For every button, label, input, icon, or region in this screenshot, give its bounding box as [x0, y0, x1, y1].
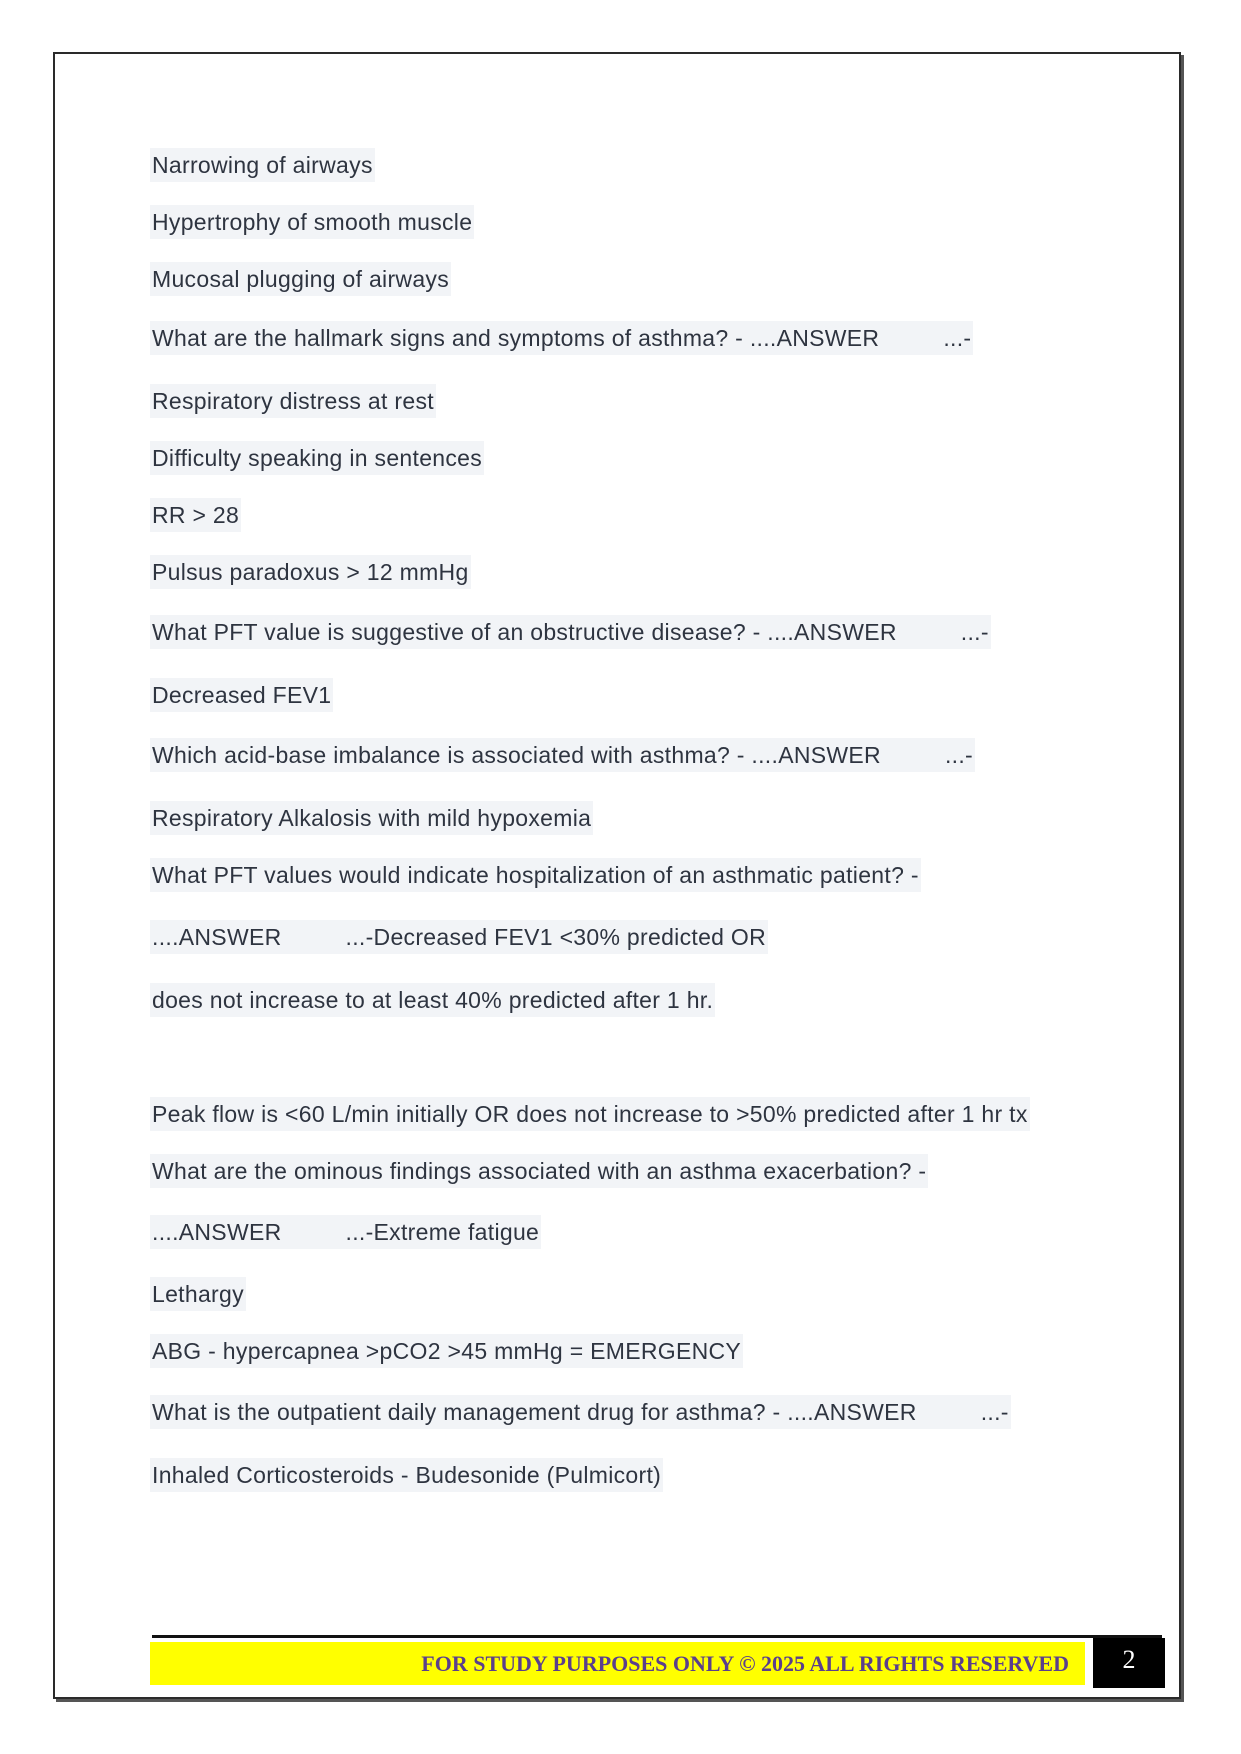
question-text: What is the outpatient daily management drug for asthma? - ....ANSWER [152, 1399, 917, 1425]
text-line: What are the ominous findings associated with an asthma exacerbation? - [150, 1154, 928, 1188]
answer-text: ...-Decreased FEV1 <30% predicted OR [345, 924, 767, 950]
answer-marker: ...- [944, 742, 973, 768]
question-line [150, 615, 991, 649]
text-line: Hypertrophy of smooth muscle [150, 205, 474, 239]
text-line: Difficulty speaking in sentences [150, 441, 484, 475]
text-line: Lethargy [150, 1277, 246, 1311]
text-line: Inhaled Corticosteroids - Budesonide (Pulmicort) [150, 1458, 663, 1492]
text-line: What PFT values would indicate hospitalization of an asthmatic patient? - [150, 858, 921, 892]
answer-prefix: ....ANSWER [152, 1219, 282, 1245]
question-line [150, 738, 975, 772]
footer-rule [152, 1635, 1162, 1638]
text-line: Respiratory Alkalosis with mild hypoxemia [150, 801, 593, 835]
text-line: ABG - hypercapnea >pCO2 >45 mmHg = EMERGENCY [150, 1334, 743, 1368]
text-line: Narrowing of airways [150, 148, 375, 182]
text-line: RR > 28 [150, 498, 241, 532]
question-line [150, 1395, 1011, 1429]
answer-marker: ...- [980, 1399, 1009, 1425]
footer-band [150, 1642, 1085, 1685]
answer-text: ...-Extreme fatigue [345, 1219, 540, 1245]
text-line: Mucosal plugging of airways [150, 262, 451, 296]
text-line: does not increase to at least 40% predicted after 1 hr. [150, 983, 715, 1017]
question-text: What are the hallmark signs and symptoms of asthma? - ....ANSWER [152, 325, 880, 351]
footer-copyright: FOR STUDY PURPOSES ONLY © 2025 ALL RIGHTS RESERVED [421, 1651, 1069, 1676]
text-line: Peak flow is <60 L/min initially OR does not increase to >50% predicted after 1 hr tx [150, 1097, 1030, 1131]
answer-line [150, 1215, 541, 1249]
question-text: Which acid-base imbalance is associated with asthma? - ....ANSWER [152, 742, 881, 768]
text-line: Decreased FEV1 [150, 678, 333, 712]
question-text: What PFT value is suggestive of an obstructive disease? - ....ANSWER [152, 619, 897, 645]
text-line: Pulsus paradoxus > 12 mmHg [150, 555, 471, 589]
answer-marker: ...- [960, 619, 989, 645]
text-line: Respiratory distress at rest [150, 384, 436, 418]
answer-line [150, 920, 768, 954]
answer-prefix: ....ANSWER [152, 924, 282, 950]
answer-marker: ...- [943, 325, 972, 351]
question-line [150, 321, 973, 355]
page-number: 2 [1093, 1638, 1165, 1688]
